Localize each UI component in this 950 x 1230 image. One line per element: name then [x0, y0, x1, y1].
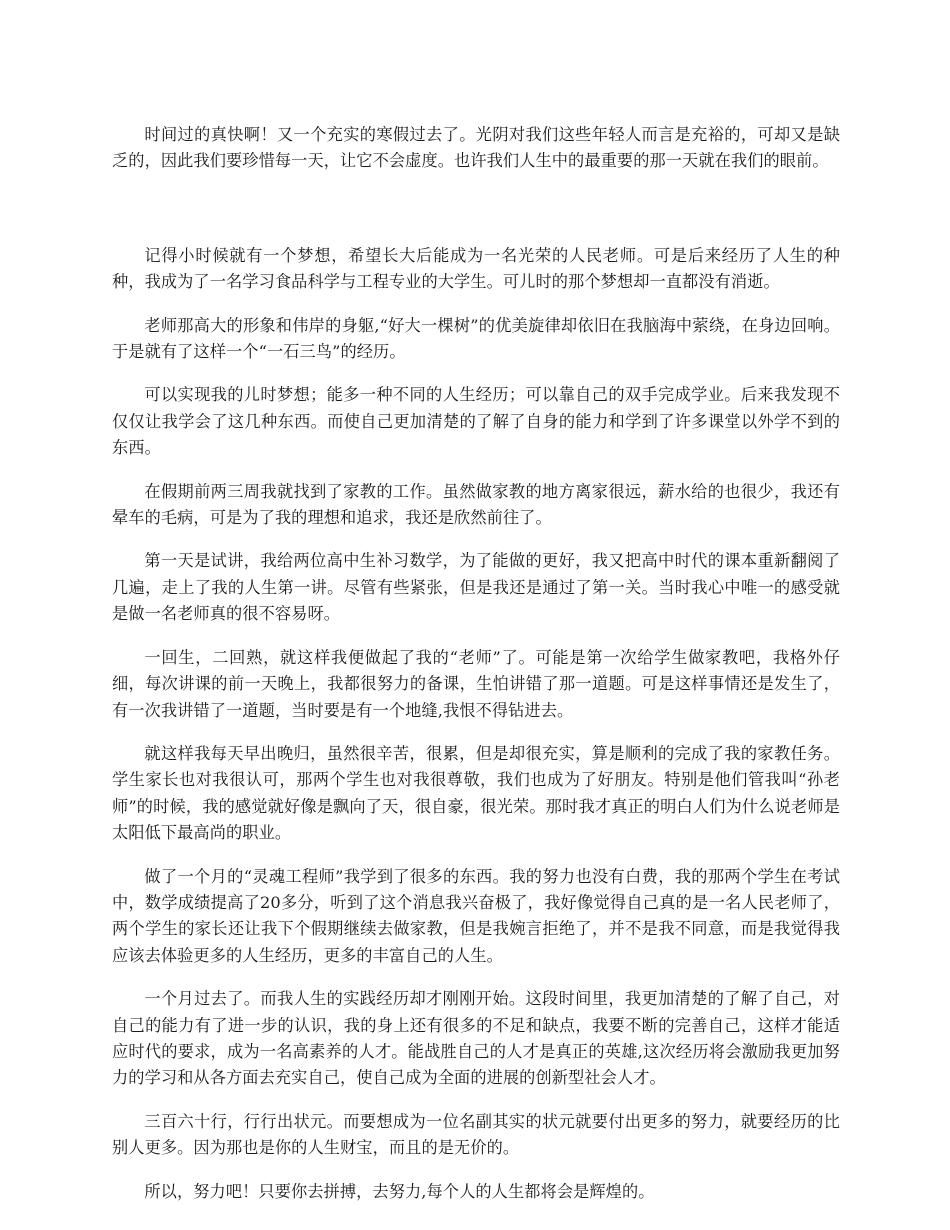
paragraph-7: 一回生，二回熟，就这样我便做起了我的“老师”了。可能是第一次给学生做家教吧，我格外仔细，每次讲课的前一天晚上，我都很努力的备课，生怕讲错了那一道题。可是这样事情还是发生了，有一次我讲错了一道题，当时要是有一个地缝,我恨不得钻进去。: [112, 647, 840, 720]
paragraph-2: 记得小时候就有一个梦想，希望长大后能成为一名光荣的人民老师。可是后来经历了人生的种种，我成为了一名学习食品科学与工程专业的大学生。可儿时的那个梦想却一直都没有消逝。: [112, 245, 840, 292]
paragraph-1: 时间过的真快啊！又一个充实的寒假过去了。光阴对我们这些年轻人而言是充裕的，可却又是缺乏的，因此我们要珍惜每一天，让它不会虚度。也许我们人生中的最重要的那一天就在我们的眼前。: [112, 125, 840, 171]
paragraph-3: 老师那高大的形象和伟岸的身躯,“好大一棵树”的优美旋律却依旧在我脑海中萦绕，在身边回响。于是就有了这样一个“一石三鸟”的经历。: [112, 315, 840, 362]
paragraph-12: 所以，努力吧！只要你去拼搏，去努力,每个人的人生都将会是辉煌的。: [144, 1181, 655, 1201]
document-body: [112, 122, 840, 1222]
paragraph-9: 做了一个月的“灵魂工程师”我学到了很多的东西。我的努力也没有白费，我的那两个学生在考试中，数学成绩提高了20多分，听到了这个消息我兴奋极了，我好像觉得自己真的是一名人民老师了，两个学生的家长还让我下个假期继续去做家教，但是我婉言拒绝了，并不是我不同意，而是我觉得我应该去体验更多的人生经历，更多的丰富自己的人生。: [112, 866, 840, 965]
paragraph-6: 第一天是试讲，我给两位高中生补习数学，为了能做的更好，我又把高中时代的课本重新翻阅了几遍，走上了我的人生第一讲。尽管有些紧张，但是我还是通过了第一关。当时我心中唯一的感受就是做一名老师真的很不容易呀。: [112, 551, 840, 624]
paragraph-8: 就这样我每天早出晚归，虽然很辛苦，很累，但是却很充实，算是顺利的完成了我的家教任务。学生家长也对我很认可，那两个学生也对我很尊敬，我们也成为了好朋友。特别是他们管我叫“孙老师”的时候，我的感觉就好像是飘向了天，很自豪，很光荣。那时我才真正的明白人们为什么说老师是太阳低下最高尚的职业。: [112, 743, 840, 843]
paragraph-10: 一个月过去了。而我人生的实践经历却才刚刚开始。这段时间里，我更加清楚的了解了自己，对自己的能力有了进一步的认识，我的身上还有很多的不足和缺点，我要不断的完善自己，这样才能适应时代的要求，成为一名高素养的人才。能战胜自己的人才是真正的英雄,这次经历将会激励我更加努力的学习和从各方面去充实自己，使自己成为全面的进展的创新型社会人才。: [112, 989, 840, 1088]
paragraph-11: 三百六十行，行行出状元。而要想成为一位名副其实的状元就要付出更多的努力，就要经历的比别人更多。因为那也是你的人生财宝，而且的是无价的。: [112, 1111, 840, 1158]
paragraph-5: 在假期前两三周我就找到了家教的工作。虽然做家教的地方离家很远，薪水给的也很少，我还有晕车的毛病，可是为了我的理想和追求，我还是欣然前往了。: [112, 481, 840, 528]
paragraph-4: 可以实现我的儿时梦想；能多一种不同的人生经历；可以靠自己的双手完成学业。后来我发现不仅仅让我学会了这几种东西。而使自己更加清楚的了解了自身的能力和学到了许多课堂以外学不到的东西。: [112, 385, 840, 458]
